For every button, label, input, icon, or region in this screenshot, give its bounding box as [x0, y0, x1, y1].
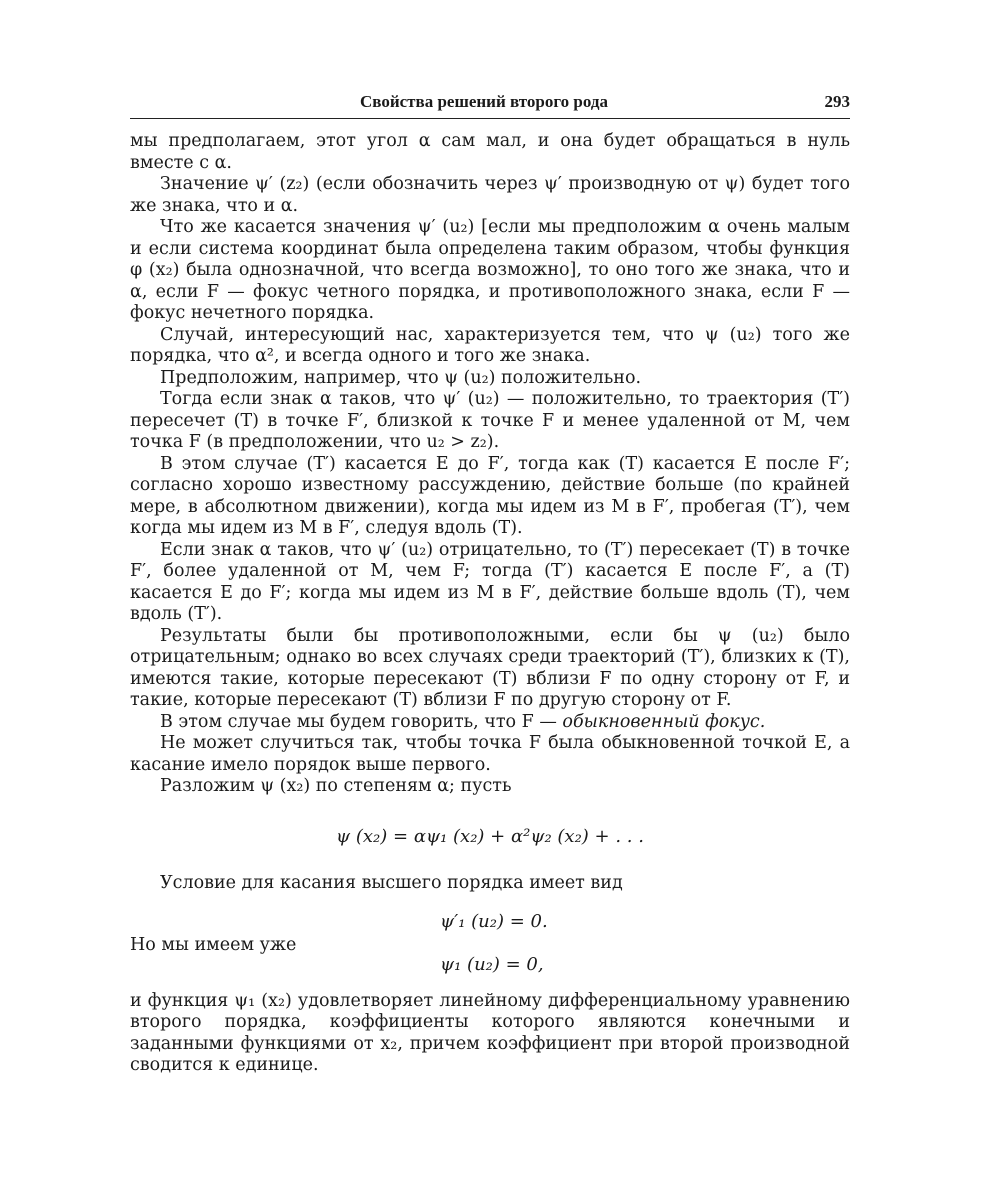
paragraph-3: Что же касается значения ψ′ (u₂) [если мы предположим α очень малым и если система координат была определена таким образом, чтобы функция φ (x₂) была однозначной, что всегда возможно], то оно того же знака, что и α, если F — фокус четного порядка, и противоположного знака, если F — фокус нечетного порядка. — [130, 217, 850, 323]
page-number: 293 — [824, 92, 850, 111]
paragraph-7: В этом случае (T′) касается E до F′, тогда как (T) касается E после F′; согласно хорошо известному рассуждению, действие больше (по крайней мере, в абсолютном движении), когда мы идем из M в F′, пробегая (T′), чем когда мы идем из M в F′, следуя вдоль (T). — [130, 453, 850, 538]
paragraph-focus — [130, 712, 850, 734]
condition-text: Условие для касания высшего порядка имеет вид — [160, 873, 623, 893]
paragraph-10: Не может случиться так, чтобы точка F была обыкновенной точкой E, а касание имело порядок выше первого. — [130, 733, 850, 775]
paragraph-5: Предположим, например, что ψ (u₂) положительно. — [160, 367, 642, 388]
equation-expansion: ψ (x₂) = αψ₁ (x₂) + α²ψ₂ (x₂) + . . . — [336, 825, 644, 847]
equation-block — [130, 899, 850, 991]
equation-already: ψ₁ (u₂) = 0, — [440, 953, 544, 975]
book-page — [130, 92, 850, 1077]
header-rule — [130, 118, 850, 119]
paragraph-1: мы предполагаем, этот угол α сам мал, и она будет обращаться в нуль вместе с α. — [130, 131, 850, 173]
equation-condition: ψ′₁ (u₂) = 0. — [440, 910, 548, 932]
already-text: Но мы имеем уже — [130, 934, 297, 955]
paragraph-8: Если знак α таков, что ψ′ (u₂) отрицательно, то (T′) пересекает (T) в точке F′, более удаленной от M, чем F; тогда (T′) касается E после F′, а (T) касается E до F′; когда мы идем из M в F′, действие больше вдоль (T), чем вдоль (T′). — [130, 539, 850, 624]
closing-paragraph: и функция ψ₁ (x₂) удовлетворяет линейному дифференциальному уравнению второго порядка, коэффициенты которого являются конечными и заданными функциями от x₂, причем коэффициент при второй производной сводится к единице. — [130, 990, 850, 1075]
paragraph-6: Тогда если знак α таков, что ψ′ (u₂) — положительно, то траектория (T′) пересечет (T) в точке F′, близкой к точке F и менее удаленной от M, чем точка F (в предположении, что u₂ > z₂). — [130, 389, 850, 452]
paragraph-2: Значение ψ′ (z₂) (если обозначить через ψ′ производную от ψ) будет того же знака, что и α. — [130, 174, 850, 216]
chapter-title: Свойства решений второго рода — [360, 92, 608, 111]
paragraph-9: Результаты были бы противоположными, если бы ψ (u₂) было отрицательным; однако во всех случаях среди траекторий (T′), близких к (T), имеются такие, которые пересекают (T) вблизи F по одну сторону от F, и такие, которые пересекают (T) вблизи F по другую сторону от F. — [130, 625, 850, 710]
focus-prefix: В этом случае мы будем говорить, что F — — [160, 711, 563, 732]
paragraph-11: Разложим ψ (x₂) по степеням α; пусть — [160, 776, 512, 796]
paragraph-4: Случай, интересующий нас, характеризуется тем, что ψ (u₂) того же порядка, что α², и всегда одного и того же знака. — [130, 324, 850, 366]
focus-term: обыкновенный фокус. — [562, 711, 766, 732]
running-head — [130, 92, 850, 118]
body-text — [130, 131, 850, 1077]
